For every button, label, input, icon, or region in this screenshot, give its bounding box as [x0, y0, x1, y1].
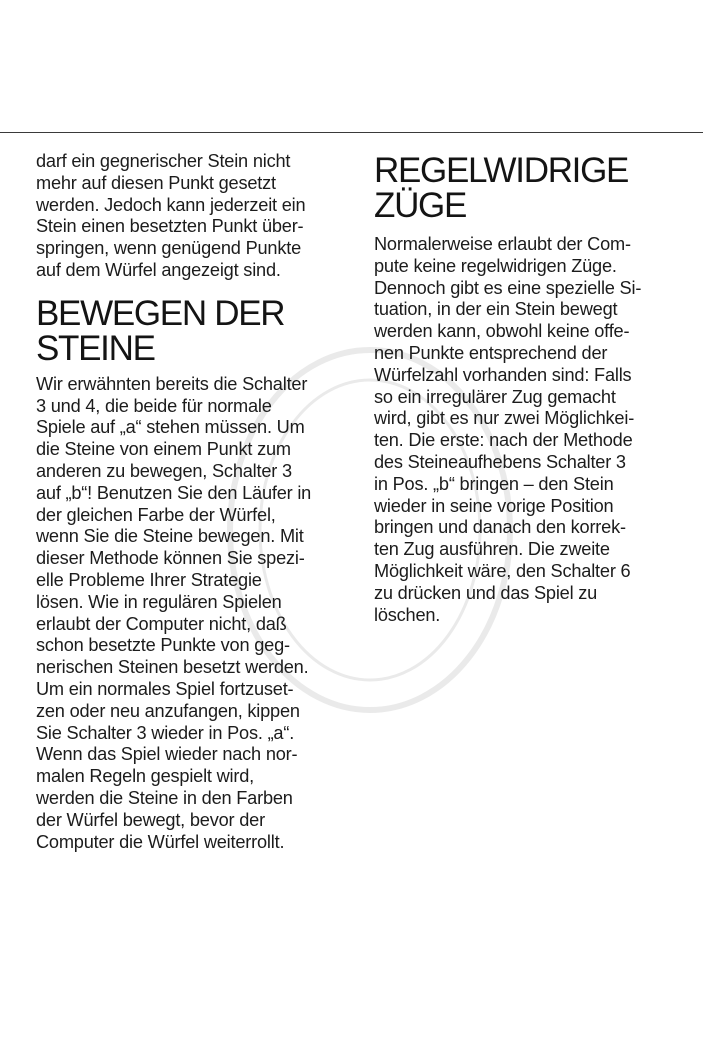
text-line: Spiele auf „a“ stehen müssen. Um	[36, 417, 305, 438]
text-line: bringen und danach den korrek-	[374, 517, 626, 538]
heading-line: BEWEGEN DER	[36, 293, 285, 333]
text-line: zen oder neu anzufangen, kippen	[36, 700, 300, 721]
heading-line: STEINE	[36, 328, 155, 368]
body-paragraph	[374, 234, 674, 626]
body-paragraph	[36, 374, 336, 854]
text-line: schon besetzte Punkte von geg-	[36, 635, 290, 656]
text-line: die Steine von einem Punkt zum	[36, 439, 291, 460]
text-line: werden die Steine in den Farben	[36, 787, 293, 808]
text-line: Sie Schalter 3 wieder in Pos. „a“.	[36, 722, 295, 743]
text-line: dieser Methode können Sie spezi-	[36, 548, 305, 569]
text-line: der gleichen Farbe der Würfel,	[36, 504, 276, 525]
text-line: Um ein normales Spiel fortzuset-	[36, 678, 294, 699]
text-line: der Würfel bewegt, bevor der	[36, 809, 265, 830]
text-line: 3 und 4, die beide für normale	[36, 395, 272, 416]
text-line: nerischen Steinen besetzt werden.	[36, 657, 309, 678]
text-line: mehr auf diesen Punkt gesetzt	[36, 172, 276, 193]
text-line: ten. Die erste: nach der Methode	[374, 430, 633, 451]
right-column	[374, 151, 674, 626]
text-line: erlaubt der Computer nicht, daß	[36, 613, 287, 634]
text-line: auf „b“! Benutzen Sie den Läufer in	[36, 482, 312, 503]
text-line: ten Zug ausführen. Die zweite	[374, 539, 610, 560]
text-line: Computer die Würfel weiterrollt.	[36, 831, 285, 852]
text-line: pute keine regelwidrigen Züge.	[374, 255, 617, 276]
heading-line: REGELWIDRIGE	[374, 151, 629, 190]
text-line: Möglichkeit wäre, den Schalter 6	[374, 560, 631, 581]
text-line: darf ein gegnerischer Stein nicht	[36, 151, 291, 171]
text-line: springen, wenn genügend Punkte	[36, 238, 302, 259]
text-line: des Steineaufhebens Schalter 3	[374, 451, 626, 472]
text-line: Würfelzahl vorhanden sind: Falls	[374, 364, 632, 385]
text-line: Wir erwähnten bereits die Schalter	[36, 373, 308, 394]
text-line: Dennoch gibt es eine spezielle Si-	[374, 277, 642, 298]
text-line: elle Probleme Ihrer Strategie	[36, 569, 262, 590]
heading-line: ZÜGE	[374, 186, 467, 225]
text-line: wird, gibt es nur zwei Möglichkei-	[374, 408, 635, 429]
text-line: löschen.	[374, 604, 441, 625]
header-rule	[0, 132, 703, 133]
text-line: Normalerweise erlaubt der Com-	[374, 234, 631, 254]
intro-paragraph	[36, 151, 336, 282]
text-line: Stein einen besetzten Punkt über-	[36, 216, 304, 237]
text-line: anderen zu bewegen, Schalter 3	[36, 460, 292, 481]
section-heading-regelwidrige-zuege	[374, 153, 674, 223]
text-line: werden kann, obwohl keine offe-	[374, 321, 630, 342]
text-line: Wenn das Spiel wieder nach nor-	[36, 744, 298, 765]
text-line: lösen. Wie in regulären Spielen	[36, 591, 282, 612]
text-line: nen Punkte entsprechend der	[374, 342, 608, 363]
text-line: so ein irregulärer Zug gemacht	[374, 386, 616, 407]
text-line: auf dem Würfel angezeigt sind.	[36, 259, 281, 280]
text-line: tuation, in der ein Stein bewegt	[374, 299, 618, 320]
text-line: zu drücken und das Spiel zu	[374, 582, 598, 603]
section-heading-bewegen-der-steine	[36, 293, 336, 368]
text-line: malen Regeln gespielt wird,	[36, 766, 255, 787]
text-line: in Pos. „b“ bringen – den Stein	[374, 473, 614, 494]
text-line: werden. Jedoch kann jederzeit ein	[36, 194, 306, 215]
text-line: wieder in seine vorige Position	[374, 495, 614, 516]
left-column	[36, 151, 336, 853]
text-line: wenn Sie die Steine bewegen. Mit	[36, 526, 304, 547]
